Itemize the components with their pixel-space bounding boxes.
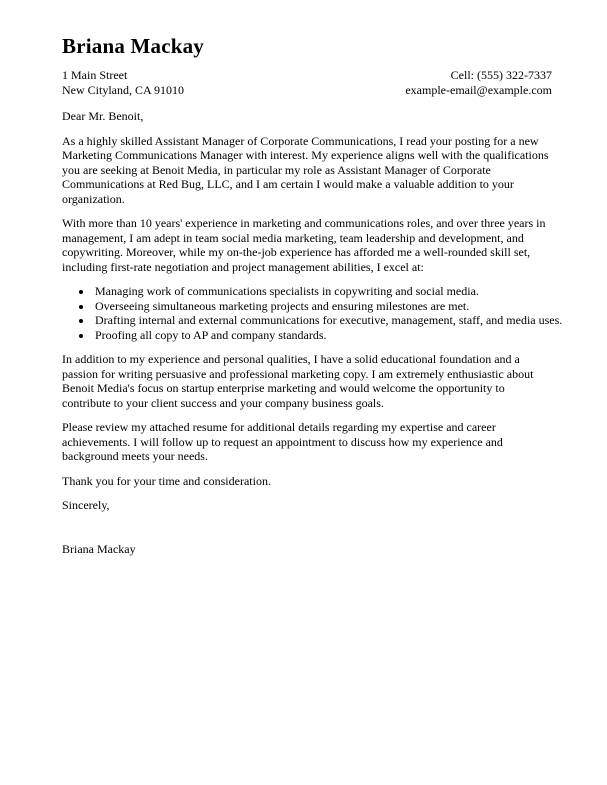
address-line-1: 1 Main Street — [62, 68, 128, 82]
paragraph-follow-up: Please review my attached resume for additional details regarding my expertise and career achievements. I will follow up to request an appointment to discuss how my experience and background meets your needs. — [62, 420, 503, 463]
letter-header — [62, 33, 552, 97]
list-item: • Proofing all copy to AP and company standards. — [93, 328, 552, 343]
contact-block — [405, 68, 552, 97]
paragraph-education: In addition to my experience and personal qualities, I have a solid educational foundation and a passion for writing persuasive and professional marketing copy. I am extremely enthusiastic about Benoit Media's focus on startup enterprise marketing and would welcome the opportunity to contribute to your client success and your company business goals. — [62, 352, 534, 410]
thank-you-line: Thank you for your time and consideration. — [62, 473, 271, 488]
salutation: Dear Mr. Benoit, — [62, 109, 144, 123]
address-block — [62, 68, 184, 97]
list-item: • Drafting internal and external communications for executive, management, staff, and media uses. — [93, 313, 552, 328]
signature-name: Briana Mackay — [62, 541, 136, 556]
page-title: Briana Mackay — [62, 34, 205, 58]
list-item: • Overseeing simultaneous marketing projects and ensuring milestones are met. — [93, 299, 552, 314]
signoff: Sincerely, — [62, 498, 110, 512]
list-item: • Managing work of communications specialists in copywriting and social media. — [93, 284, 552, 299]
address-line-2: New Cityland, CA 91010 — [62, 82, 184, 97]
skills-list — [62, 284, 563, 342]
letter-body — [62, 109, 563, 556]
phone-line: Cell: (555) 322-7337 — [450, 68, 552, 82]
email-line: example-email@example.com — [405, 82, 552, 97]
paragraph-experience: With more than 10 years' experience in marketing and communications roles, and over three years in management, I am adept in team social media marketing, team leadership and development, and copywriting. Moreover, while my on-the-job experience has afforded me a well-rounded skill set, including first-rate negotiation and project management abilities, I excel at: — [62, 216, 546, 274]
contact-header-row — [62, 68, 552, 97]
paragraph-intro: As a highly skilled Assistant Manager of Corporate Communications, I read your posting for a new Marketing Communications Manager with interest. My experience aligns well with the qualifications you are seeking at Benoit Media, in particular my role as Assistant Manager of Corporate Communications at Red Bug, LLC, and I am certain I would make a valuable addition to your organization. — [62, 133, 549, 206]
